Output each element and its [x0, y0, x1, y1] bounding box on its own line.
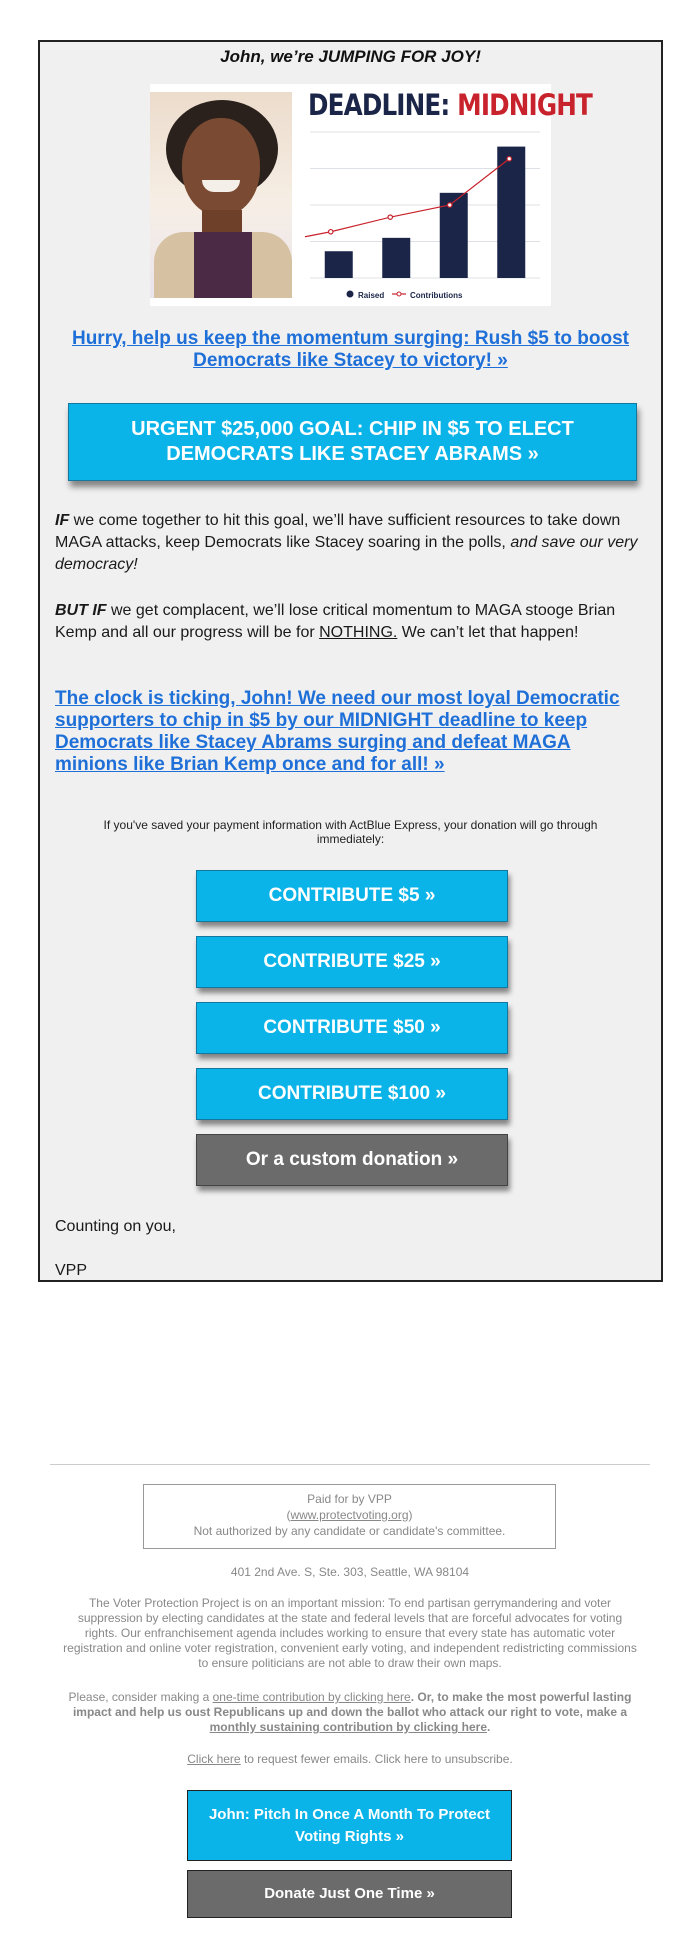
- contribute-50-button[interactable]: CONTRIBUTE $50 »: [196, 1002, 508, 1054]
- chart-bar: [325, 251, 353, 278]
- one-time-donate-button[interactable]: Donate Just One Time »: [187, 1870, 512, 1918]
- deadline-emphasis: MIDNIGHT: [457, 88, 592, 122]
- legend-contrib-label: Contributions: [410, 291, 463, 300]
- contributions-point: [448, 203, 452, 207]
- contribute-100-button[interactable]: CONTRIBUTE $100 »: [196, 1068, 508, 1120]
- paid-line-3: Not authorized by any candidate or candidate's committee.: [193, 1524, 506, 1538]
- fewer-emails-link[interactable]: Click here: [187, 1752, 241, 1766]
- paragraph-but-if-lead: BUT IF: [55, 602, 107, 619]
- contributions-line: [305, 159, 509, 237]
- monthly-link[interactable]: monthly sustaining contribution by clicking here: [209, 1720, 487, 1734]
- paragraph-if-body: we come together to hit this goal, we’ll have sufficient resources to take down MAGA attacks, keep Democrats like Stacey soaring in the polls,: [55, 512, 621, 551]
- candidate-photo: [150, 92, 292, 298]
- paragraph-but-if-body: we get complacent, we’ll lose critical momentum to MAGA stooge Brian Kemp and all our progress will be for: [55, 602, 616, 641]
- contributions-point: [507, 157, 511, 161]
- footer-mission: The Voter Protection Project is on an important mission: To end partisan gerrymandering and voter suppression by electing candidates at the state and federal levels that are forceful advocates for voting rights. Our enfranchisement agenda includes working to ensure that every state has automatic voter registration and online voter registration, convenient early voting, and independent redistricting commissions to ensure politicians are not able to draw their own maps.: [63, 1596, 637, 1670]
- paragraph-but-if: [55, 600, 647, 644]
- email-body: [38, 40, 663, 1282]
- legend-raised-label: Raised: [358, 291, 385, 300]
- paragraph-if-italic: and save our very democracy!: [55, 534, 638, 573]
- legend-contrib-marker: [397, 292, 401, 296]
- chart-bar: [497, 147, 525, 278]
- legend-raised-marker: [347, 291, 354, 298]
- paragraph-if-lead: IF: [55, 512, 70, 529]
- signature: VPP: [55, 1262, 88, 1279]
- urgent-goal-button[interactable]: URGENT $25,000 GOAL: CHIP IN $5 TO ELECT DEMOCRATS LIKE STACEY ABRAMS »: [68, 403, 637, 481]
- footer-consider: Please, consider making a one-time contribution by clicking here. Or, to make the most powerful lasting impact and help us oust Republicans up and down the ballot who attack our right to vote, make a monthly sustaining contribution by clicking here.: [68, 1690, 632, 1734]
- paid-line-1: Paid for by VPP: [307, 1492, 392, 1506]
- paragraph-but-if-tail: We can’t let that happen!: [397, 624, 579, 641]
- nothing-underline: NOTHING.: [319, 624, 398, 641]
- monthly-pitch-button[interactable]: John: Pitch In Once A Month To Protect Voting Rights »: [187, 1790, 512, 1861]
- footer-divider: [50, 1464, 650, 1465]
- contribute-25-button[interactable]: CONTRIBUTE $25 »: [196, 936, 508, 988]
- paragraph-if: [55, 510, 647, 576]
- chart-bar: [382, 238, 410, 278]
- contributions-point: [329, 230, 333, 234]
- contribute-5-button[interactable]: CONTRIBUTE $5 »: [196, 870, 508, 922]
- paid-website-link[interactable]: www.protectvoting.org: [290, 1508, 409, 1522]
- fundraising-chart: [300, 128, 545, 304]
- actblue-note: If you've saved your payment information with ActBlue Express, your donation will go through immediately:: [103, 818, 598, 846]
- footer-unsubscribe: Click here to request fewer emails. Click here to unsubscribe.: [187, 1752, 513, 1766]
- custom-donation-button[interactable]: Or a custom donation »: [196, 1134, 508, 1186]
- clock-ticking-link[interactable]: The clock is ticking, John! We need our most loyal Democratic supporters to chip in $5 by our MIDNIGHT deadline to keep Democrats like Stacey Abrams surging and defeat MAGA minions like Brian Kemp once and for all! »: [55, 688, 620, 775]
- deadline-prefix: DEADLINE:: [308, 88, 450, 122]
- momentum-link[interactable]: Hurry, help us keep the momentum surging: Rush $5 to boost Democrats like Stacey to victory! »: [71, 328, 630, 371]
- email-heading: John, we’re JUMPING FOR JOY!: [220, 47, 481, 66]
- hero-image[interactable]: [150, 84, 592, 306]
- deadline-banner: [308, 88, 592, 122]
- signoff: Counting on you,: [55, 1218, 176, 1235]
- contributions-point: [388, 215, 392, 219]
- paid-for-box: Paid for by VPP (www.protectvoting.org) Not authorized by any candidate or candidate's committee.: [143, 1484, 556, 1549]
- one-time-link[interactable]: one-time contribution by clicking here: [212, 1690, 411, 1704]
- footer-address: 401 2nd Ave. S, Ste. 303, Seattle, WA 98104: [230, 1565, 470, 1579]
